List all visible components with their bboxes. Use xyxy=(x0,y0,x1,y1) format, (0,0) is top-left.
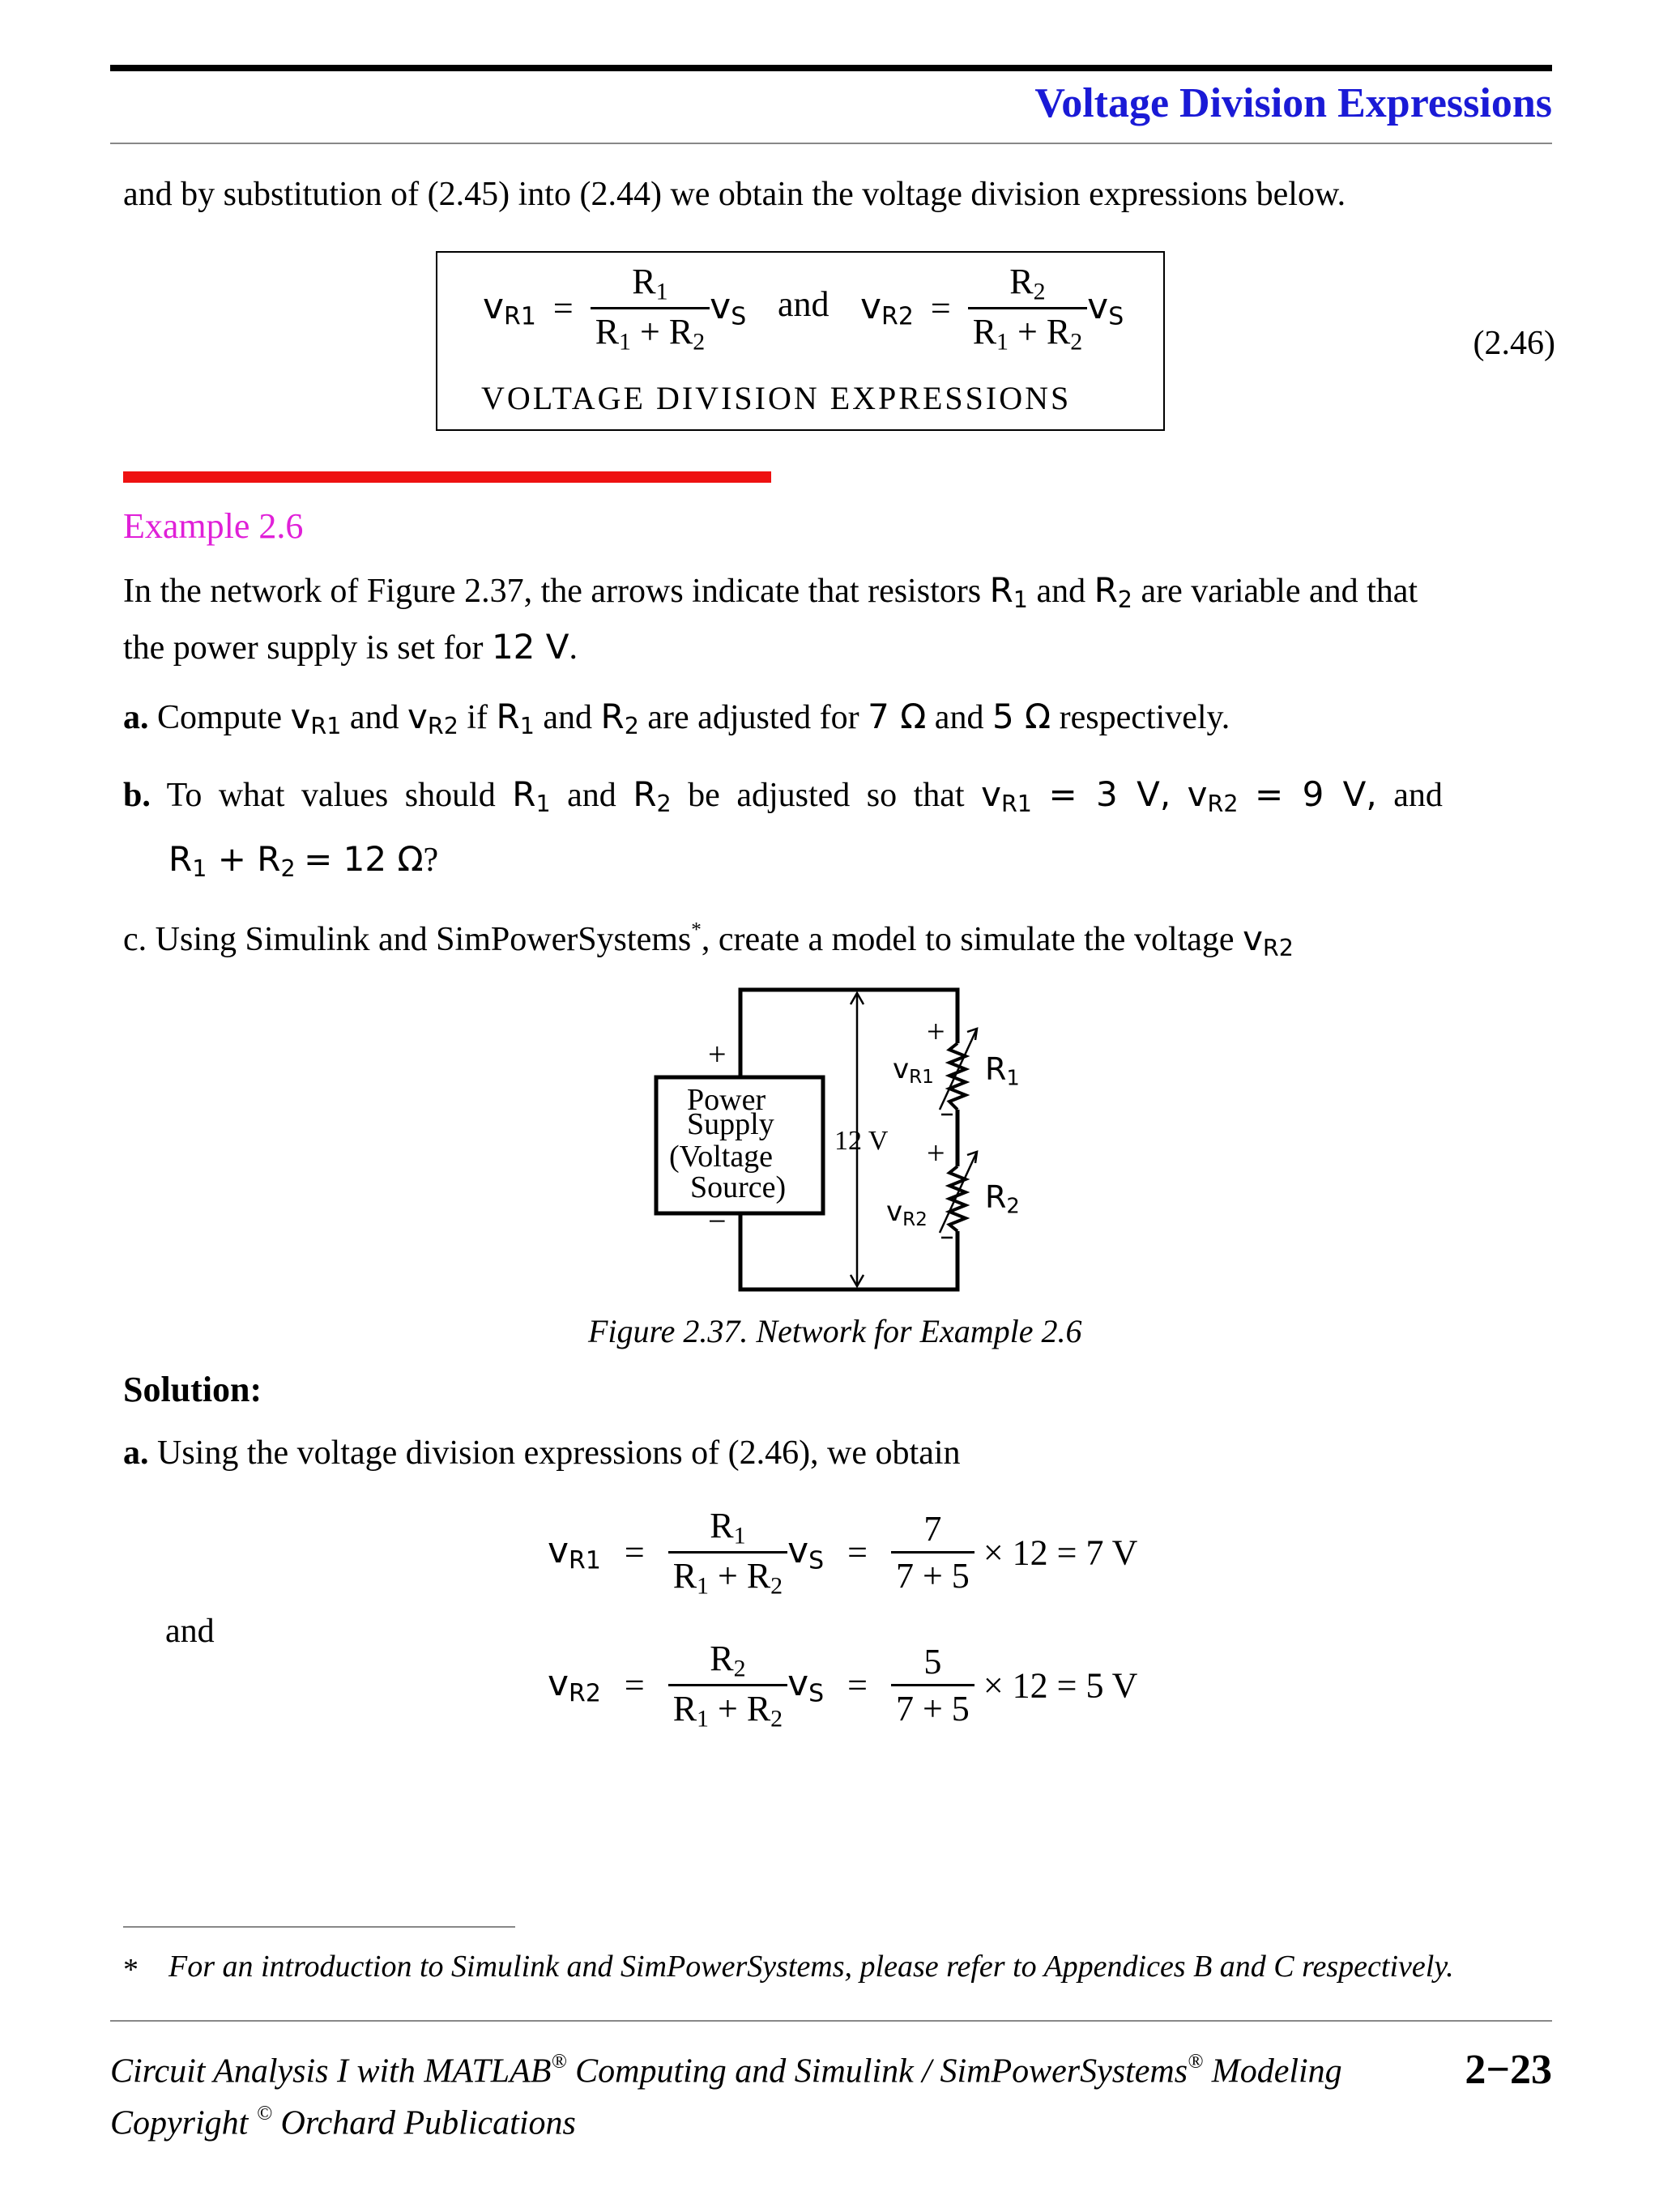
r1-plus-sign: + xyxy=(927,1013,945,1050)
header-top-rule xyxy=(110,65,1552,71)
vr2-label: $v_{R2}$ xyxy=(886,1196,928,1230)
header-bottom-rule xyxy=(110,143,1552,144)
footer-book-title: Circuit Analysis I with MATLAB® Computing and Simulink / SimPowerSystems® Modeling xyxy=(110,2051,1342,2091)
ps-label-line2: Supply xyxy=(687,1107,774,1141)
ps-label-line1: Power xyxy=(687,1083,766,1117)
vr1-label: $v_{R1}$ xyxy=(893,1053,934,1088)
resistor-r2 xyxy=(949,1166,966,1231)
part-b-line1: b. To what values should $R_1$ and $R_2$ be adjusted so that $v_{R1} = 3$ V, $v_{R2} = 9$ V, and xyxy=(123,774,1443,818)
example-paragraph-line2: the power supply is set for 12 V. xyxy=(123,627,578,667)
intro-paragraph: and by substitution of (2.45) into (2.44) we obtain the voltage division expressions below. xyxy=(123,176,1346,213)
ps-minus-sign: − xyxy=(708,1203,727,1239)
box-equation-2: $v_{R2}$ = $\frac{R_2}{R_1 + R_2}$ $v_S$ xyxy=(860,262,1124,356)
supply-voltage-label: 12 V xyxy=(834,1126,889,1156)
solution-equation-2: $v_{R2}$ = $\frac{R_2}{R_1 + R_2}$ $v_S$ = $\frac{5}{7 + 5}$ × 12 = 5 V xyxy=(548,1639,1138,1733)
part-b-line2: $R_1 + R_2 = 12$ Ω? xyxy=(168,839,439,883)
box-equation-1: $v_{R1}$ = $\frac{R_1}{R_1 + R_2}$ $v_S$ xyxy=(483,262,747,356)
box-and: and xyxy=(778,284,830,324)
footnote-text: For an introduction to Simulink and SimPowerSystems, please refer to Appendices B and C respectively. xyxy=(168,1950,1454,1984)
part-c: c. Using Simulink and SimPowerSystems*, create a model to simulate the voltage $v_{R2}$ xyxy=(123,918,1294,962)
ps-label-line3: (Voltage xyxy=(669,1140,774,1174)
r2-label: $R_2$ xyxy=(985,1179,1020,1219)
ps-label-line4: Source) xyxy=(690,1170,787,1204)
figure-caption: Figure 2.37. Network for Example 2.6 xyxy=(588,1313,1082,1349)
footnote-mark: * xyxy=(123,1953,139,1987)
equation-number: (2.46) xyxy=(1473,325,1555,362)
example-paragraph-line1: In the network of Figure 2.37, the arrows indicate that resistors $R_1$ and $R_2$ are variable and that xyxy=(123,570,1418,614)
solution-equation-1: $v_{R1}$ = $\frac{R_1}{R_1 + R_2}$ $v_S$ = $\frac{7}{7 + 5}$ × 12 = 7 V xyxy=(548,1506,1138,1600)
solution-and: and xyxy=(165,1613,215,1650)
footer-copyright: Copyright © Orchard Publications xyxy=(110,2103,576,2142)
footer-rule xyxy=(110,2020,1552,2022)
example-title: Example 2.6 xyxy=(123,506,304,546)
footnote-rule xyxy=(123,1926,515,1928)
page-number: 2−23 xyxy=(1465,2047,1552,2093)
part-a: a. Compute $v_{R1}$ and $v_{R2}$ if $R_1$ and $R_2$ are adjusted for 7 Ω and 5 Ω respectively. xyxy=(123,697,1230,740)
r1-label: $R_1$ xyxy=(985,1051,1020,1091)
red-divider-bar xyxy=(123,471,771,483)
box-caption: VOLTAGE DIVISION EXPRESSIONS xyxy=(481,380,1072,416)
resistor-r1 xyxy=(949,1043,966,1110)
r2-plus-sign: + xyxy=(927,1135,945,1171)
ps-plus-sign: + xyxy=(708,1036,727,1072)
solution-part-a: a. Using the voltage division expressions of (2.46), we obtain xyxy=(123,1434,961,1472)
solution-title: Solution: xyxy=(123,1370,262,1409)
page-header-title: Voltage Division Expressions xyxy=(1034,80,1552,126)
